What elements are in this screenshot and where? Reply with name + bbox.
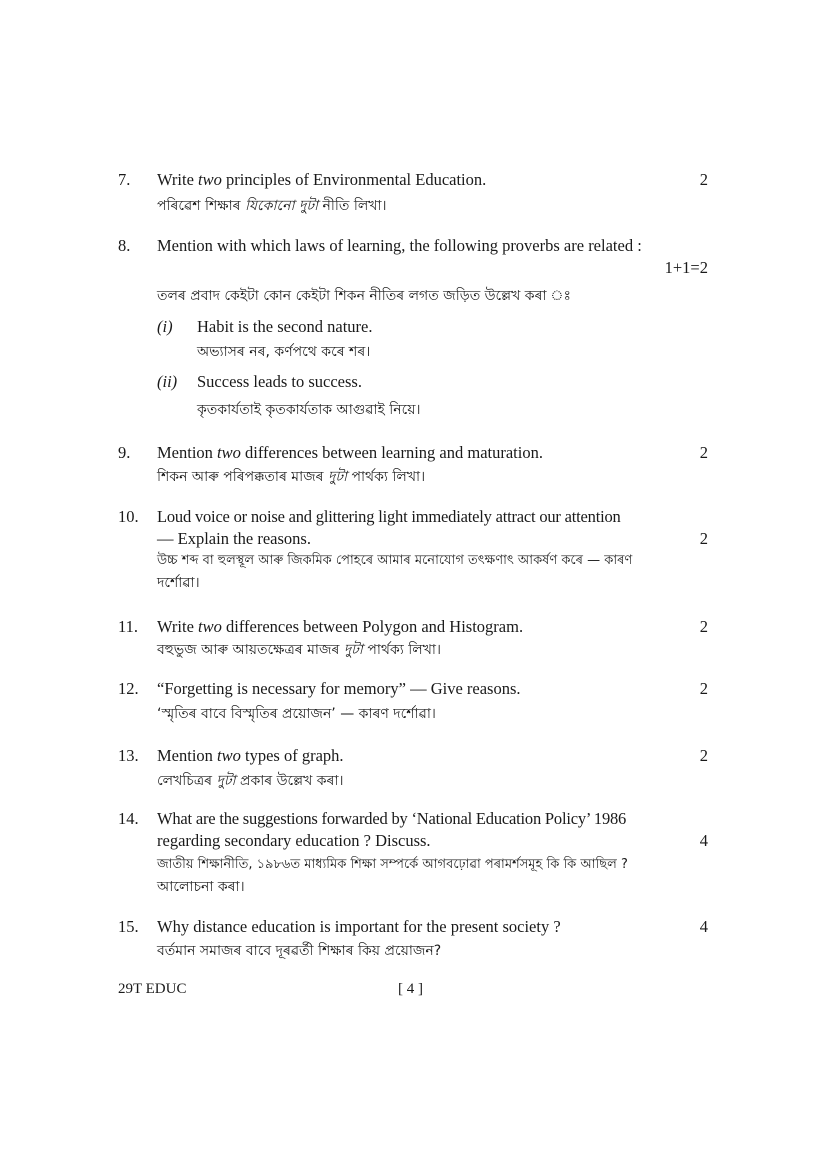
text: শিকন আৰু পৰিপক্কতাৰ মাজৰ (157, 469, 328, 485)
text: লেখচিত্ৰৰ (157, 773, 217, 789)
question-text: “Forgetting is necessary for memory” — Give reasons. (157, 679, 521, 698)
question-number: 8. (118, 236, 131, 255)
page-number: [ 4 ] (398, 981, 423, 997)
text: Write (157, 617, 199, 636)
emphasis: two (198, 617, 222, 636)
paper-code: 29T EDUC (118, 981, 187, 997)
question-text (157, 617, 523, 637)
question-text-assamese (157, 196, 387, 216)
text: পাৰ্থক্য লিখা। (362, 642, 441, 658)
sub-text: Success leads to success. (197, 372, 362, 391)
question-text-assamese: দৰ্শোৱা। (157, 575, 200, 591)
text: পৰিৱেশ শিক্ষাৰ (157, 198, 245, 214)
marks: 2 (699, 170, 708, 189)
emphasis: দুটা (343, 642, 363, 658)
question-text-assamese: জাতীয় শিক্ষানীতি, ১৯৮৬ত মাধ্যমিক শিক্ষা সম্পৰ্কে আগবঢ়োৱা পৰামৰ্শসমূহ কি কি আছিল ? (157, 857, 628, 872)
question-number: 11. (118, 617, 139, 636)
sub-text: Habit is the second nature. (197, 317, 373, 336)
text: বহুভুজ আৰু আয়তক্ষেত্ৰৰ মাজৰ (157, 642, 344, 658)
text: differences between Polygon and Histogram. (221, 617, 524, 636)
question-text: Mention with which laws of learning, the following proverbs are related : (157, 236, 642, 255)
question-text: Loud voice or noise and glittering light immediately attract our attention (157, 507, 621, 526)
marks: 1+1=2 (664, 258, 708, 277)
marks: 2 (699, 529, 708, 548)
question-number: 9. (118, 443, 131, 462)
text: প্ৰকাৰ উল্লেখ কৰা। (235, 773, 344, 789)
question-number: 13. (118, 746, 139, 765)
marks: 2 (699, 443, 708, 462)
question-text-assamese: উচ্চ শব্দ বা হুলস্থূল আৰু জিকমিক পোহৰে আমাৰ মনোযোগ তৎক্ষণাৎ আকৰ্ষণ কৰে — কাৰণ (157, 553, 633, 568)
marks: 4 (699, 917, 708, 936)
sub-text-assamese: কৃতকাৰ্যতাই কৃতকাৰ্যতাক আগুৱাই নিয়ে। (197, 402, 421, 418)
question-text: — Explain the reasons. (157, 529, 311, 548)
question-text: regarding secondary education ? Discuss. (157, 831, 431, 850)
question-text-assamese: তলৰ প্ৰবাদ কেইটা কোন কেইটা শিকন নীতিৰ লগত জড়িত উল্লেখ কৰা ঃ (157, 288, 571, 304)
sub-label: (ii) (157, 372, 178, 391)
question-number: 7. (118, 170, 131, 189)
marks: 4 (699, 831, 708, 850)
question-text-assamese (157, 640, 441, 660)
question-number: 15. (118, 917, 139, 936)
text: differences between learning and maturation. (240, 443, 543, 462)
question-text: Why distance education is important for the present society ? (157, 917, 561, 936)
question-text-assamese: ‘স্মৃতিৰ বাবে বিস্মৃতিৰ প্ৰয়োজন’ — কাৰণ দৰ্শোৱা। (157, 706, 436, 722)
question-text-assamese (157, 467, 425, 487)
text: Mention (157, 746, 218, 765)
marks: 2 (699, 746, 708, 765)
question-text (157, 443, 543, 463)
question-number: 12. (118, 679, 139, 698)
emphasis: two (198, 170, 222, 189)
text: পাৰ্থক্য লিখা। (347, 469, 426, 485)
question-text-assamese (157, 771, 344, 791)
sub-text-assamese: অভ্যাসৰ নৰ, কৰ্ণপথে কৰে শৰ। (197, 344, 371, 360)
text: Write (157, 170, 199, 189)
text: Mention (157, 443, 218, 462)
emphasis: যিকোনো দুটা (244, 198, 319, 214)
question-text: What are the suggestions forwarded by ‘National Education Policy’ 1986 (157, 809, 627, 828)
question-text-assamese: আলোচনা কৰা। (157, 879, 245, 895)
question-text (157, 170, 486, 190)
text: principles of Environmental Education. (221, 170, 487, 189)
question-text (157, 746, 344, 766)
emphasis: দুটা (216, 773, 236, 789)
marks: 2 (699, 617, 708, 636)
text: নীতি লিখা। (318, 198, 387, 214)
question-number: 14. (118, 809, 139, 828)
marks: 2 (699, 679, 708, 698)
sub-label: (i) (157, 317, 173, 336)
text: types of graph. (240, 746, 344, 765)
question-text-assamese: বৰ্তমান সমাজৰ বাবে দূৰৱৰ্তী শিক্ষাৰ কিয় প্ৰয়োজন? (157, 943, 442, 959)
emphasis: two (217, 746, 241, 765)
emphasis: দুটা (328, 469, 348, 485)
emphasis: two (217, 443, 241, 462)
question-number: 10. (118, 507, 139, 526)
